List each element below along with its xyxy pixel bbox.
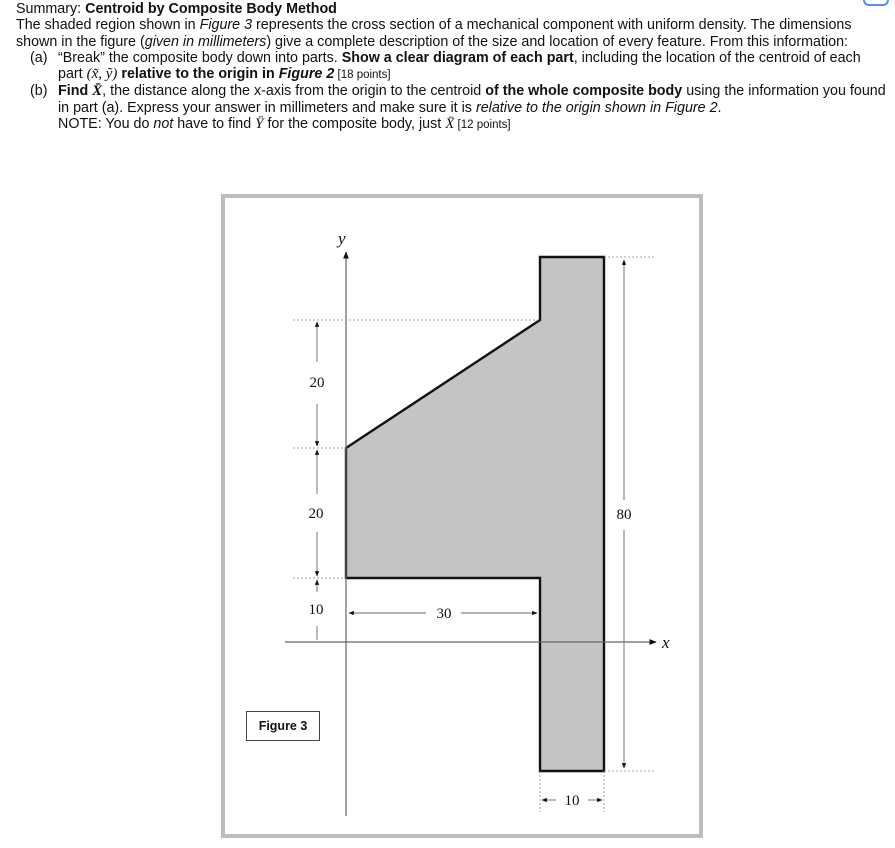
intro-paragraph	[16, 17, 888, 50]
part-a-text-1: “Break” the composite body down into parts.	[58, 49, 342, 66]
part-b-xbar-2: X̄	[445, 116, 455, 133]
summary-line	[16, 1, 888, 17]
dim-total-height: 80	[616, 507, 632, 523]
figure-3-drawing	[221, 194, 703, 838]
part-b-note-1: NOTE: You do	[58, 116, 154, 133]
part-b-bold-2: of the whole composite body	[485, 83, 683, 100]
summary-title: Centroid by Composite Body Method	[85, 1, 337, 17]
y-axis-label: y	[338, 229, 346, 248]
problem-text	[16, 1, 888, 133]
summary-label: Summary:	[16, 1, 82, 17]
part-a-figure-ref: Figure 2	[278, 66, 335, 83]
part-a-bold-1: Show a clear diagram of each part	[341, 49, 574, 66]
part-b-xbar: X̄	[92, 83, 103, 100]
shaded-region	[346, 257, 604, 771]
x-axis-label: x	[662, 633, 670, 652]
dim-middle-left: 20	[308, 506, 324, 522]
part-a-marker: (a)	[30, 49, 48, 66]
part-b-note-not: not	[153, 116, 174, 133]
intro-text-2: represents the cross section of a mechanical component with uniform density. The dimensions shown in the figure (	[16, 17, 852, 50]
part-b-ybar: Ȳ	[255, 116, 264, 133]
part-a-bold-2: relative to the origin in	[117, 66, 279, 83]
part-a-points: [18 points]	[334, 69, 391, 82]
intro-text-3: ) give a complete description of the size and location of every feature. From this information:	[266, 33, 849, 50]
part-a-centroid-coords: (x̃, ỹ)	[86, 66, 118, 83]
intro-text-1: The shaded region shown in	[16, 17, 200, 34]
part-b-bold-1: Find	[58, 83, 93, 100]
dim-lower-left: 10	[308, 602, 324, 618]
dim-horizontal: 30	[436, 606, 452, 622]
part-b-text-1: , the distance along the x-axis from the origin to the centroid	[102, 83, 486, 100]
part-b-note-2: have to find	[173, 116, 256, 133]
part-b-points: [12 points]	[454, 119, 511, 132]
part-a-text-2: , including the location of the centroid of each part	[58, 49, 861, 83]
figure-caption: Figure 3	[246, 711, 320, 741]
intro-figure-ref: Figure 3	[199, 17, 253, 34]
part-a	[16, 50, 888, 84]
part-b	[16, 83, 888, 133]
part-b-note-3: for the composite body, just	[263, 116, 446, 133]
figure-3-frame	[221, 194, 703, 838]
expand-icon[interactable]	[863, 0, 889, 6]
part-b-text-3: .	[717, 99, 722, 116]
part-b-italic-ref: relative to the origin shown in Figure 2	[475, 99, 718, 116]
intro-units-note: given in millimeters	[144, 33, 267, 50]
dim-bottom-width: 10	[564, 793, 580, 809]
part-b-text-2: using the information you found in part (a). Express your answer in millimeters and make sure it is	[58, 83, 886, 116]
part-b-marker: (b)	[30, 83, 48, 100]
dim-upper-left: 20	[309, 375, 325, 391]
